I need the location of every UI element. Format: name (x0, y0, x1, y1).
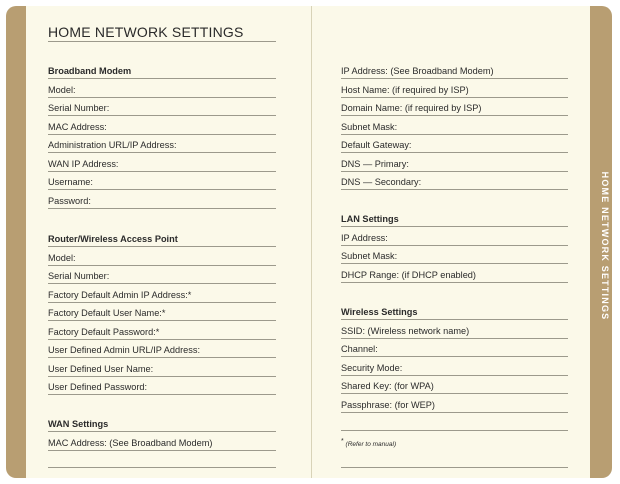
broadband-model-rule[interactable] (48, 97, 276, 98)
router-user-defined-password-rule[interactable] (48, 394, 276, 395)
wireless-passphrase-for-wep-rule[interactable] (341, 412, 568, 413)
router-user-defined-password-label: User Defined Password: (48, 382, 148, 392)
left-tan-border (6, 6, 28, 478)
wan-mac-address-see-broadband-modem-label: MAC Address: (See Broadband Modem) (48, 437, 213, 448)
wireless-blank-rule-1[interactable] (341, 430, 568, 431)
wan-dns-primary-rule[interactable] (341, 171, 568, 172)
broadband-wan-ip-address-label: WAN IP Address: (48, 158, 119, 169)
router-factory-default-admin-ip-address-rule[interactable] (48, 302, 276, 303)
title-rule (48, 41, 276, 42)
broadband-mac-address-label: MAC Address: (48, 121, 107, 132)
broadband-password-rule[interactable] (48, 208, 276, 209)
wan-settings-heading: WAN Settings (48, 419, 109, 429)
router-serial-number-rule[interactable] (48, 283, 276, 284)
wan-dns-secondary-label: DNS — Secondary: (341, 177, 422, 187)
router-user-defined-admin-url-ip-address-label: User Defined Admin URL/IP Address: (48, 345, 201, 355)
broadband-administration-url-ip-address-rule[interactable] (48, 152, 276, 153)
router-user-defined-admin-url-ip-address-rule[interactable] (48, 357, 276, 358)
broadband-wan-ip-address-rule[interactable] (48, 171, 276, 172)
wireless-ssid-wireless-network-name-label: SSID: (Wireless network name) (341, 325, 470, 336)
wireless-channel-label: Channel: (341, 344, 378, 354)
wireless-settings-heading: Wireless Settings (341, 307, 418, 317)
wan-settings-rule (48, 431, 276, 432)
wireless-shared-key-for-wpa-label: Shared Key: (for WPA) (341, 381, 434, 391)
wireless-blank-rule-2[interactable] (341, 467, 568, 468)
lan-settings-rule (341, 226, 568, 227)
page-spine (311, 6, 312, 478)
lan-dhcp-range-if-dhcp-enabled-rule[interactable] (341, 282, 568, 283)
wireless-security-mode-rule[interactable] (341, 375, 568, 376)
router-factory-default-password-label: Factory Default Password:* (48, 326, 160, 337)
broadband-serial-number-rule[interactable] (48, 115, 276, 116)
wan-host-name-if-required-by-isp-label: Host Name: (if required by ISP) (341, 84, 469, 95)
lan-subnet-mask-label: Subnet Mask: (341, 251, 398, 261)
router-factory-default-user-name-rule[interactable] (48, 320, 276, 321)
wireless-passphrase-for-wep-label: Passphrase: (for WEP) (341, 399, 435, 410)
router-model-label: Model: (48, 252, 76, 263)
wireless-settings-rule (341, 319, 568, 320)
router-rule (48, 246, 276, 247)
wan-ip-address-see-broadband-modem-rule[interactable] (341, 78, 568, 79)
side-tab-label (590, 6, 620, 478)
footnote-mark: * (341, 438, 344, 445)
broadband-password-label: Password: (48, 195, 91, 206)
router-heading: Router/Wireless Access Point (48, 234, 178, 244)
wireless-channel-rule[interactable] (341, 356, 568, 357)
lan-subnet-mask-rule[interactable] (341, 263, 568, 264)
router-factory-default-admin-ip-address-label: Factory Default Admin IP Address:* (48, 289, 192, 300)
wireless-shared-key-for-wpa-rule[interactable] (341, 393, 568, 394)
broadband-modem-heading: Broadband Modem (48, 66, 132, 76)
router-factory-default-user-name-label: Factory Default User Name:* (48, 308, 166, 318)
wan-domain-name-if-required-by-isp-label: Domain Name: (if required by ISP) (341, 103, 482, 113)
broadband-username-rule[interactable] (48, 189, 276, 190)
wan-default-gateway-rule[interactable] (341, 152, 568, 153)
lan-dhcp-range-if-dhcp-enabled-label: DHCP Range: (if DHCP enabled) (341, 269, 476, 280)
wan-blank-rule[interactable] (48, 467, 276, 468)
wan-host-name-if-required-by-isp-rule[interactable] (341, 97, 568, 98)
broadband-username-label: Username: (48, 177, 93, 187)
wan-subnet-mask-label: Subnet Mask: (341, 121, 398, 132)
lan-ip-address-rule[interactable] (341, 245, 568, 246)
side-tab-text: HOME NETWORK SETTINGS (600, 171, 610, 321)
router-user-defined-user-name-label: User Defined User Name: (48, 363, 154, 374)
footnote-text: (Refer to manual) (345, 441, 397, 449)
wan-dns-primary-label: DNS — Primary: (341, 158, 409, 169)
page-title: HOME NETWORK SETTINGS (48, 24, 244, 40)
broadband-modem-rule (48, 78, 276, 79)
wan-subnet-mask-rule[interactable] (341, 134, 568, 135)
wan-ip-address-see-broadband-modem-label: IP Address: (See Broadband Modem) (341, 66, 494, 76)
wireless-ssid-wireless-network-name-rule[interactable] (341, 338, 568, 339)
wan-dns-secondary-rule[interactable] (341, 189, 568, 190)
router-user-defined-user-name-rule[interactable] (48, 376, 276, 377)
wireless-security-mode-label: Security Mode: (341, 362, 403, 373)
wan-domain-name-if-required-by-isp-rule[interactable] (341, 115, 568, 116)
router-model-rule[interactable] (48, 265, 276, 266)
broadband-model-label: Model: (48, 84, 76, 95)
router-factory-default-password-rule[interactable] (48, 339, 276, 340)
broadband-administration-url-ip-address-label: Administration URL/IP Address: (48, 140, 177, 150)
footnote (341, 438, 396, 448)
router-serial-number-label: Serial Number: (48, 271, 110, 281)
broadband-mac-address-rule[interactable] (48, 134, 276, 135)
lan-settings-heading: LAN Settings (341, 214, 399, 224)
broadband-serial-number-label: Serial Number: (48, 103, 110, 113)
lan-ip-address-label: IP Address: (341, 232, 388, 243)
wan-mac-address-see-broadband-modem-rule[interactable] (48, 450, 276, 451)
wan-default-gateway-label: Default Gateway: (341, 140, 412, 150)
